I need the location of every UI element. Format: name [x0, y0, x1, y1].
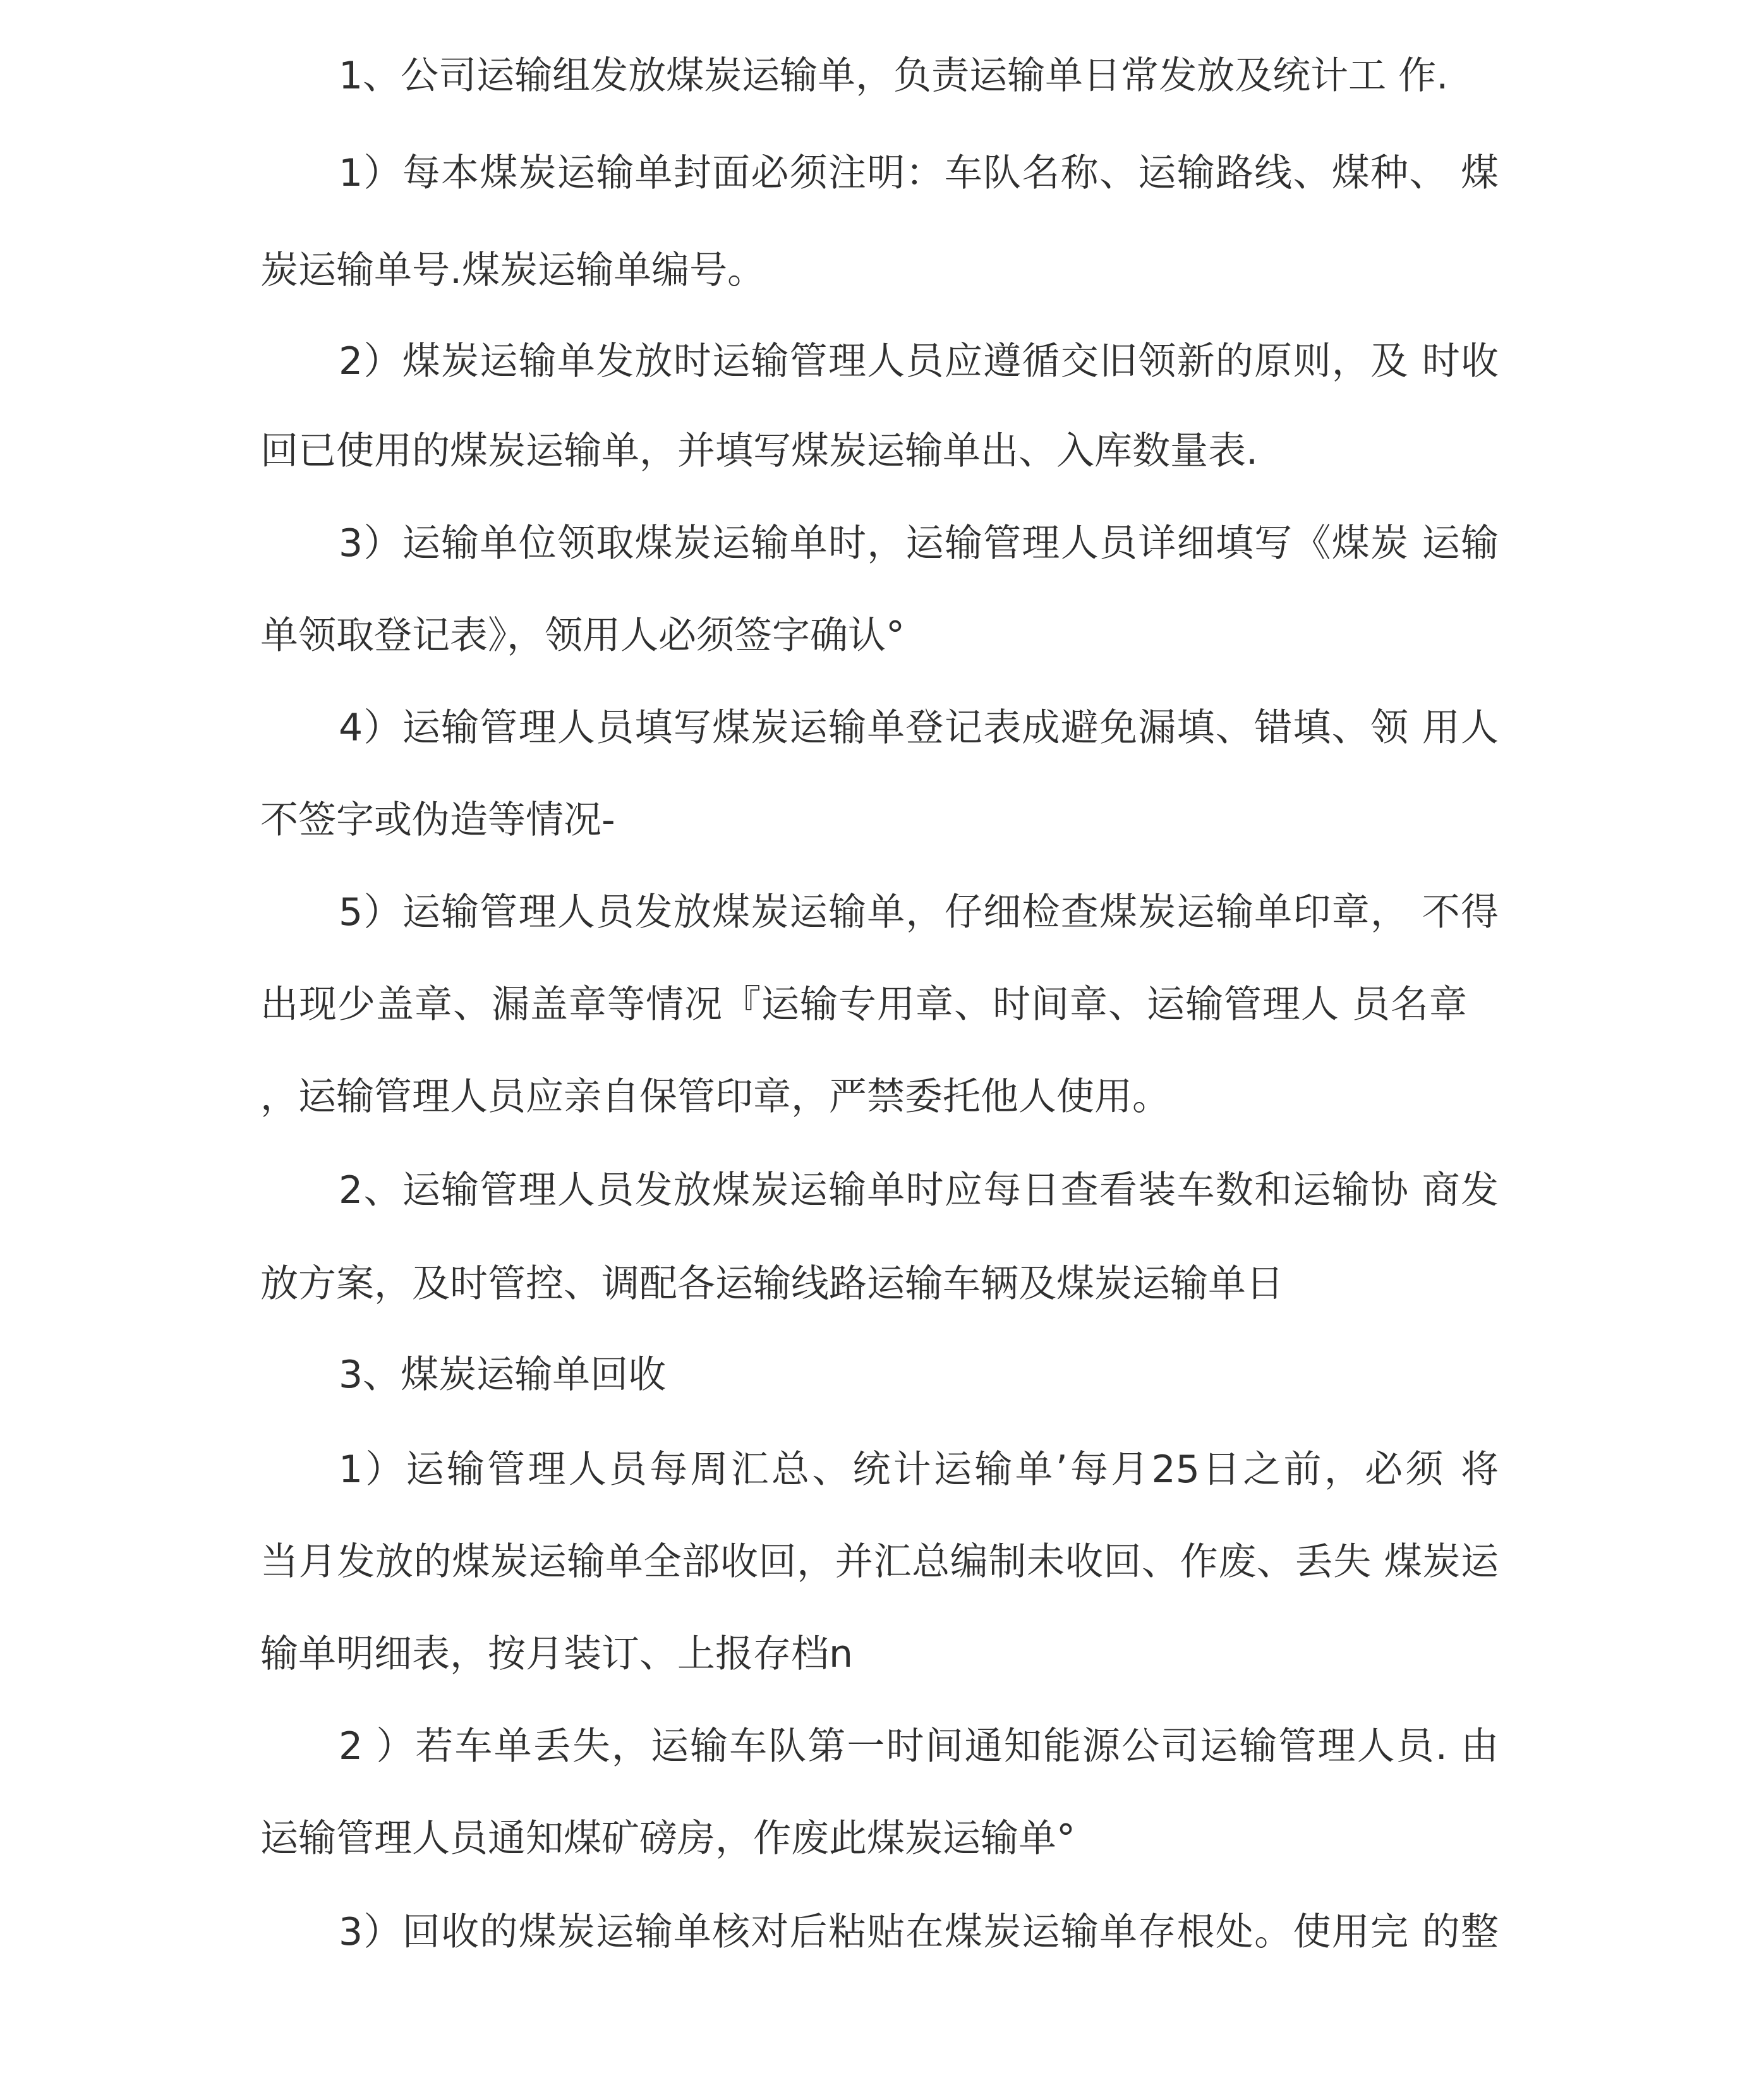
paragraph-3-1-line-3: 输单明细表，按月装订、上报存档n: [260, 1632, 854, 1676]
paragraph-3-1-line-1: 1）运输管理人员每周汇总、统计运输单’每月25日之前，必须 将: [339, 1447, 1499, 1492]
paragraph-1-1-line-2: 炭运输单号.煤炭运输单编号。: [260, 248, 766, 293]
paragraph-1-5-line-3: ，运输管理人员应亲自保管印章，严禁委托他人使用。: [260, 1075, 1170, 1119]
paragraph-2-line-1: 2、运输管理人员发放煤炭运输单时应每日查看装车数和运输协 商发: [339, 1168, 1499, 1212]
paragraph-3-2-line-2: 运输管理人员通知煤矿磅房，作废此煤炭运输单°: [260, 1816, 1075, 1861]
paragraph-1-5-line-1: 5）运输管理人员发放煤炭运输单，仔细检查煤炭运输单印章， 不得: [339, 890, 1499, 934]
paragraph-1-2-line-1: 2）煤炭运输单发放时运输管理人员应遵循交旧领新的原则，及 时收: [339, 339, 1499, 384]
paragraph-1-3-line-1: 3）运输单位领取煤炭运输单时，运输管理人员详细填写《煤炭 运输: [339, 521, 1499, 565]
paragraph-3-3-line-1: 3）回收的煤炭运输单核对后粘贴在煤炭运输单存根处。使用完 的整: [339, 1910, 1499, 1954]
paragraph-1-line-1: 1、公司运输组发放煤炭运输单，负责运输单日常发放及统计工 作.: [339, 54, 1449, 98]
paragraph-1-5-line-2: 出现少盖章、漏盖章等情况『运输专用章、时间章、运输管理人 员名章: [260, 982, 1467, 1027]
paragraph-2-line-2: 放方案，及时管控、调配各运输线路运输车辆及煤炭运输单日: [260, 1262, 1284, 1306]
paragraph-1-3-line-2: 单领取登记表》，领用人必须签字确认°: [260, 613, 905, 658]
section-3-heading: 3、煤炭运输单回收: [339, 1353, 667, 1397]
paragraph-3-1-line-2: 当月发放的煤炭运输单全部收回，并汇总编制未收回、作废、丢失 煤炭运: [260, 1540, 1499, 1584]
paragraph-1-2-line-2: 回已使用的煤炭运输单，并填写煤炭运输单出、入库数量表.: [260, 429, 1259, 473]
paragraph-1-1-line-1: 1）每本煤炭运输单封面必须注明：车队名称、运输路线、煤种、 煤: [339, 151, 1499, 195]
paragraph-1-4-line-2: 不签字或伪造等情况-: [260, 798, 615, 842]
paragraph-3-2-line-1: 2 ）若车单丢失，运输车队第一时间通知能源公司运输管理人员. 由: [339, 1724, 1499, 1768]
paragraph-1-4-line-1: 4）运输管理人员填写煤炭运输单登记表成避免漏填、错填、领 用人: [339, 706, 1499, 750]
